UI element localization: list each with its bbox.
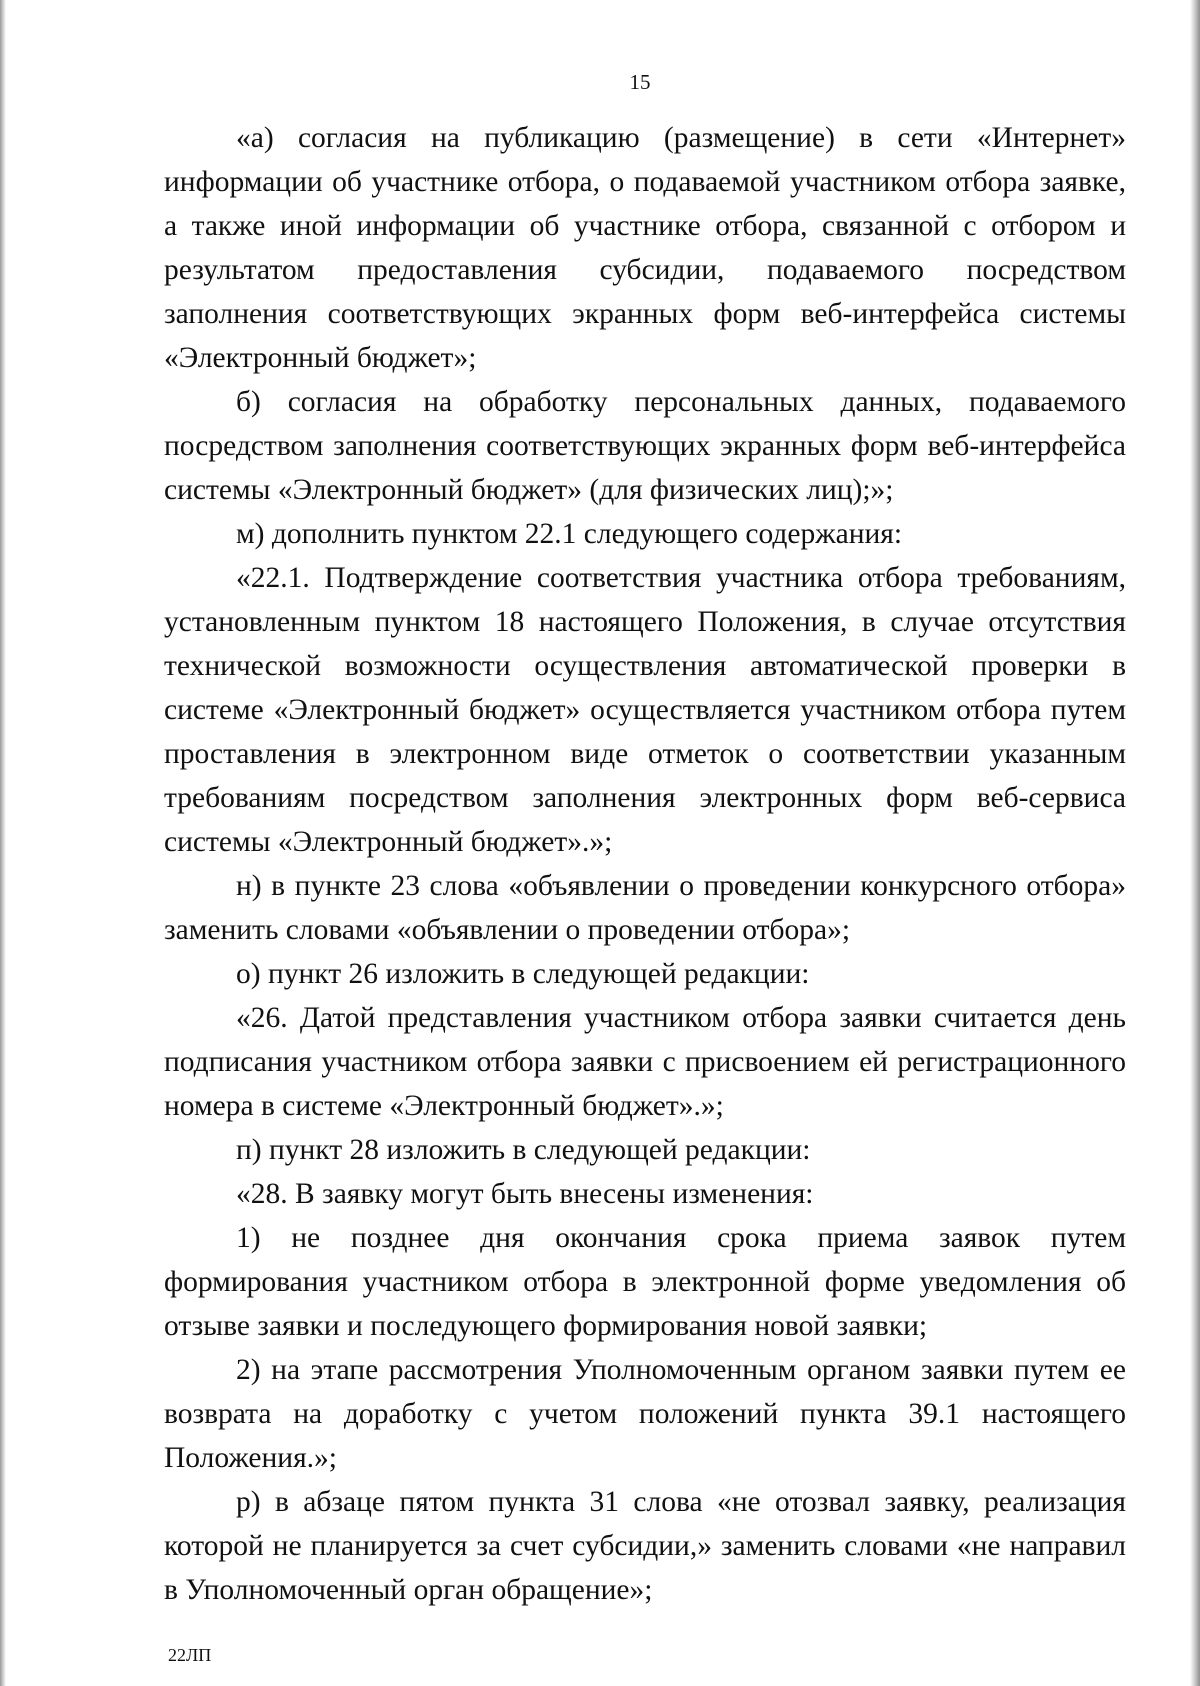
paragraph-28-subitem-1: 1) не позднее дня окончания срока приема заявок путем формирования участником отбора в электронной форме уведомления об отзыве заявки и последующего формирования новой заявки; <box>164 1222 1126 1342</box>
document-body <box>164 116 1126 1612</box>
paragraph-o-item-26: о) пункт 26 изложить в следующей редакции: <box>236 958 810 990</box>
paragraph-26-text: «26. Датой представления участником отбора заявки считается день подписания участником отбора заявки с присвоением ей регистрационного номера в системе «Электронный бюджет».»; <box>164 1002 1126 1122</box>
document-code: 22ЛП <box>168 1645 212 1665</box>
paragraph-28-text: «28. В заявку могут быть внесены изменения: <box>236 1178 814 1210</box>
paragraph-p-item-28: п) пункт 28 изложить в следующей редакции: <box>236 1134 811 1166</box>
paragraph-28-subitem-2: 2) на этапе рассмотрения Уполномоченным органом заявки путем ее возврата на доработку с учетом положений пункта 39.1 настоящего Положения.»; <box>164 1354 1126 1474</box>
page-number: 15 <box>629 70 651 94</box>
scan-edge-left <box>0 0 6 1686</box>
paragraph-b-consent-personal-data: б) согласия на обработку персональных данных, подаваемого посредством заполнения соответствующих экранных форм веб-интерфейса системы «Электронный бюджет» (для физических лиц);»; <box>164 386 1126 506</box>
paragraph-n-item-23: н) в пункте 23 слова «объявлении о проведении конкурсного отбора» заменить словами «объявлении о проведении отбора»; <box>164 870 1126 946</box>
paragraph-r-item-31: р) в абзаце пятом пункта 31 слова «не отозвал заявку, реализация которой не планируется за счет субсидии,» заменить словами «не направил в Уполномоченный орган обращение»; <box>164 1486 1126 1606</box>
paragraph-22-1-text: «22.1. Подтверждение соответствия участника отбора требованиям, установленным пунктом 18 настоящего Положения, в случае отсутствия технической возможности осуществления автоматической проверки в системе «Электронный бюджет» осуществляется участником отбора путем проставления в электронном виде отметок о соответствии указанным требованиям посредством заполнения электронных форм веб-сервиса системы «Электронный бюджет».»; <box>164 562 1126 858</box>
paragraph-m-add-22-1: м) дополнить пунктом 22.1 следующего содержания: <box>236 518 903 550</box>
paragraph-a-consent-publication: «а) согласия на публикацию (размещение) в сети «Интернет» информации об участнике отбора, о подаваемой участником отбора заявке, а также иной информации об участнике отбора, связанной с отбором и результатом предоставления субсидии, подаваемого посредством заполнения соответствующих экранных форм веб-интерфейса системы «Электронный бюджет»; <box>164 122 1126 374</box>
scan-edge-right <box>1190 0 1200 1686</box>
